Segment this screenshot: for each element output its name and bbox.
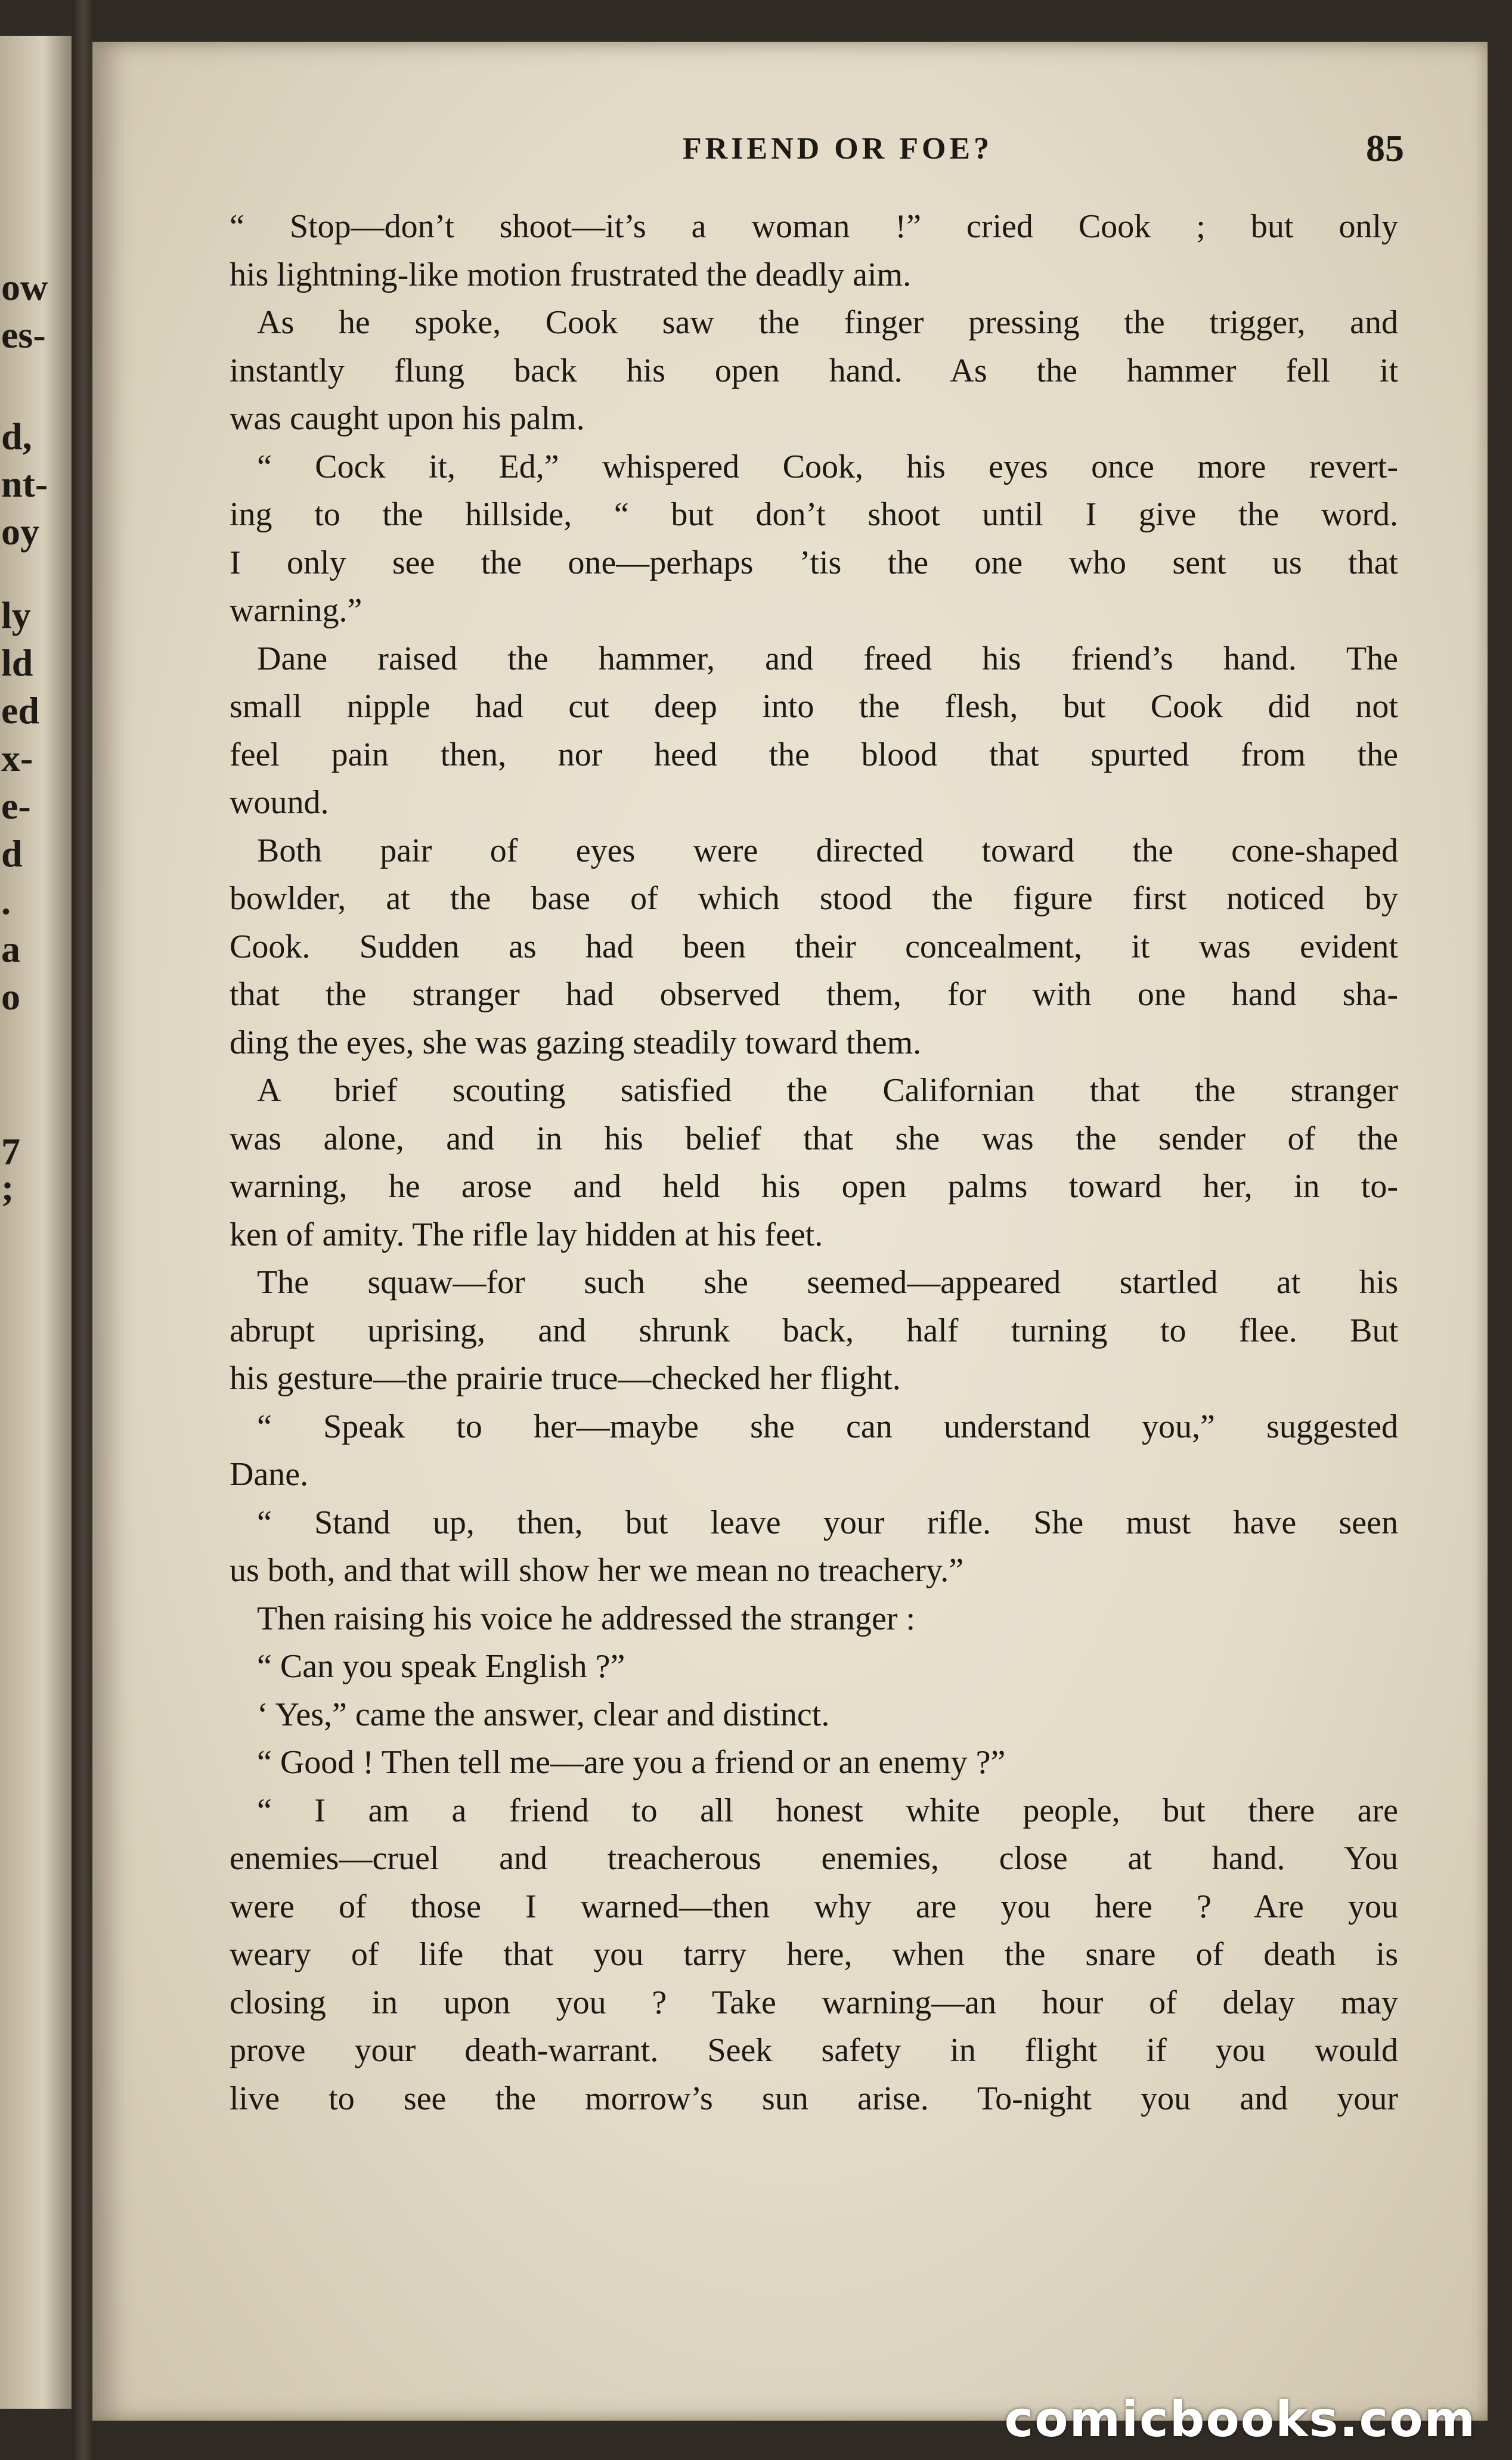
text-line: ing to the hillside, “ but don’t shoot until I give the word. [230,496,1398,533]
previous-page-text-fragment: ld [1,642,33,684]
text-line: Cook. Sudden as had been their concealment, it was evident [230,928,1398,965]
previous-page-text-fragment: oy [1,510,39,553]
book-page [92,42,1488,2421]
text-line: were of those I warned—then why are you here ? Are you [230,1888,1398,1925]
text-line: I only see the one—perhaps ’tis the one who sent us that [230,544,1398,581]
text-line: “ I am a friend to all honest white people, but there are [257,1792,1398,1829]
page-number: 85 [1366,127,1404,169]
text-line: prove your death-warrant. Seek safety in flight if you would [230,2032,1398,2069]
body-text [230,203,1398,2123]
text-line: “ Good ! Then tell me—are you a friend or an enemy ?” [257,1744,1006,1781]
text-line: warning.” [230,592,362,629]
text-line: “ Speak to her—maybe she can understand you,” suggested [257,1408,1398,1445]
previous-page-text-fragment: ; [1,1166,14,1209]
text-line: ‘ Yes,” came the answer, clear and distinct. [257,1696,830,1733]
text-line: ken of amity. The rifle lay hidden at his feet. [230,1216,823,1253]
watermark: comicbooks.com [1004,2391,1476,2448]
previous-page-text-fragment: nt- [1,463,48,505]
text-line: instantly flung back his open hand. As the hammer fell it [230,352,1398,389]
text-line: “ Can you speak English ?” [257,1648,625,1685]
text-line: Then raising his voice he addressed the stranger : [257,1600,916,1637]
text-line: was caught upon his palm. [230,400,585,437]
previous-page-text-fragment: o [1,975,20,1018]
text-line: Both pair of eyes were directed toward the cone-shaped [257,832,1398,869]
running-head: FRIEND OR FOE? [682,132,993,166]
text-line: weary of life that you tarry here, when the snare of death is [230,1936,1398,1973]
text-line: warning, he arose and held his open palms toward her, in to- [230,1168,1398,1205]
previous-page-text-fragment: ed [1,689,39,732]
text-line: closing in upon you ? Take warning—an hour of delay may [230,1984,1398,2021]
previous-page-text-fragment: es- [1,314,46,356]
book-gutter [72,0,95,2460]
previous-page-text-fragment: e- [1,785,31,827]
previous-page-text-fragment: d, [1,415,32,457]
text-line: was alone, and in his belief that she was the sender of the [230,1120,1398,1157]
text-line: Dane raised the hammer, and freed his friend’s hand. The [257,640,1398,677]
text-line: feel pain then, nor heed the blood that spurted from the [230,736,1398,773]
text-line: “ Stand up, then, but leave your rifle. She must have seen [257,1504,1398,1541]
previous-page-text-fragment: x- [1,737,33,779]
text-line: As he spoke, Cook saw the finger pressing the trigger, and [257,304,1398,341]
text-line: that the stranger had observed them, for with one hand sha- [230,976,1398,1013]
previous-page-text-fragment: 7 [1,1130,20,1173]
previous-page-text-fragment: . [1,880,11,922]
text-line: his gesture—the prairie truce—checked her flight. [230,1360,901,1397]
text-line: wound. [230,784,329,821]
text-line: ding the eyes, she was gazing steadily toward them. [230,1024,922,1061]
text-line: his lightning-like motion frustrated the deadly aim. [230,256,912,293]
text-line: small nipple had cut deep into the flesh, but Cook did not [230,688,1398,725]
previous-page-edge [0,36,72,2409]
previous-page-text-fragment: ow [1,266,48,308]
text-line: “ Cock it, Ed,” whispered Cook, his eyes once more revert- [257,448,1398,485]
text-line: “ Stop—don’t shoot—it’s a woman !” cried Cook ; but only [230,208,1398,245]
previous-page-text-fragment: a [1,928,20,970]
text-line: live to see the morrow’s sun arise. To-night you and your [230,2080,1398,2117]
previous-page-text-fragment: d [1,832,23,875]
previous-page-text-fragment: ly [1,594,31,636]
text-line: us both, and that will show her we mean no treachery.” [230,1552,964,1589]
text-line: A brief scouting satisfied the Californian that the stranger [257,1072,1398,1109]
text-line: abrupt uprising, and shrunk back, half turning to flee. But [230,1312,1398,1349]
text-line: enemies—cruel and treacherous enemies, close at hand. You [230,1840,1398,1877]
text-line: Dane. [230,1456,309,1493]
page-header [271,127,1404,179]
text-line: bowlder, at the base of which stood the figure first noticed by [230,880,1398,917]
text-line: The squaw—for such she seemed—appeared startled at his [257,1264,1398,1301]
